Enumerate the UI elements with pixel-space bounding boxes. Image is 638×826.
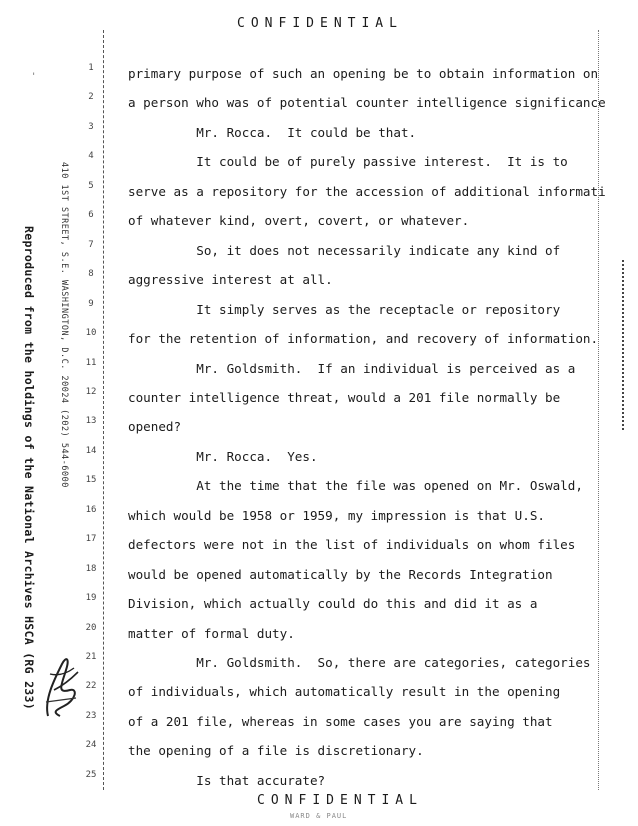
line-number: 18: [85, 563, 97, 574]
page-footer-confidential: CONFIDENTIAL: [257, 793, 423, 808]
transcript-line: It could be of purely passive interest. It is to: [128, 154, 568, 170]
transcript-line: primary purpose of such an opening be to obtain information on: [128, 66, 599, 81]
line-number: 23: [85, 710, 97, 721]
transcript-line: of individuals, which automatically result in the opening: [128, 684, 561, 700]
footer-faint-text: WARD & PAUL: [290, 812, 348, 820]
line-number: 25: [85, 769, 97, 780]
transcript-line: a person who was of potential counter intelligence significance: [128, 95, 606, 111]
transcript-line: It simply serves as the receptacle or repository: [128, 301, 561, 317]
line-number: 24: [85, 740, 97, 751]
transcript-line: serve as a repository for the accession of additional informati: [128, 183, 606, 199]
right-margin-rule: [598, 30, 599, 790]
line-number: 3: [88, 121, 94, 132]
line-number: 21: [85, 652, 97, 662]
line-number: 11: [85, 357, 97, 368]
line-number: 6: [88, 210, 94, 221]
transcript-line: At the time that the file was opened on Mr. Oswald,: [128, 478, 583, 494]
transcript-line: of whatever kind, overt, covert, or whatever.: [128, 213, 470, 229]
transcript-line: Mr. Rocca. It could be that.: [128, 124, 417, 140]
transcript-line: aggressive interest at all.: [128, 272, 333, 288]
line-number: 8: [88, 269, 94, 280]
transcript-line: Mr. Goldsmith. So, there are categories, categories: [128, 655, 591, 670]
line-number: 4: [88, 151, 94, 162]
line-number: 19: [85, 593, 97, 604]
line-number: 2: [88, 92, 94, 103]
line-number: 9: [88, 298, 94, 309]
line-number: 1: [88, 63, 94, 73]
left-margin-rule: [103, 30, 104, 790]
line-number: 22: [85, 681, 97, 692]
transcript-line: opened?: [128, 419, 182, 435]
page-header-confidential: CONFIDENTIAL: [237, 16, 403, 31]
line-number: 13: [85, 416, 97, 427]
handwritten-initials-signature: [40, 650, 84, 722]
transcript-line: Is that accurate?: [128, 772, 326, 788]
line-number: 14: [85, 445, 97, 456]
transcript-line: defectors were not in the list of individuals on whom files: [128, 537, 576, 553]
transcript-line: So, it does not necessarily indicate any kind of: [128, 242, 561, 258]
margin-tick: ': [31, 72, 37, 82]
reporter-address-stamp: 410 1ST STREET, S.E. WASHINGTON, D.C. 20024 (202) 544-6000: [59, 162, 69, 488]
transcript-line: counter intelligence threat, would a 201 file normally be: [128, 389, 561, 405]
transcript-line: which would be 1958 or 1959, my impression is that U.S.: [128, 507, 546, 523]
archive-reproduction-note: Reproduced from the holdings of the National Archives HSCA (RG 233): [22, 226, 36, 710]
scan-edge-artifact: [622, 260, 624, 430]
line-number: 20: [85, 622, 97, 633]
line-number: 15: [85, 475, 97, 486]
transcript-line: Mr. Goldsmith. If an individual is perceived as a: [128, 360, 576, 376]
line-number: 17: [85, 534, 97, 545]
transcript-line: Division, which actually could do this and did it as a: [128, 596, 538, 612]
transcript-line: the opening of a file is discretionary.: [128, 743, 424, 759]
transcript-line: matter of formal duty.: [128, 625, 295, 641]
line-number: 10: [85, 328, 97, 339]
transcript-line: would be opened automatically by the Records Integration: [128, 566, 553, 582]
transcript-line: Mr. Rocca. Yes.: [128, 448, 318, 464]
line-number: 16: [85, 504, 97, 515]
line-number: 5: [88, 180, 94, 191]
transcript-line: for the retention of information, and recovery of information.: [128, 331, 599, 347]
line-number: 7: [88, 239, 94, 250]
transcript-line: of a 201 file, whereas in some cases you are saying that: [128, 713, 553, 729]
line-number: 12: [85, 386, 97, 397]
